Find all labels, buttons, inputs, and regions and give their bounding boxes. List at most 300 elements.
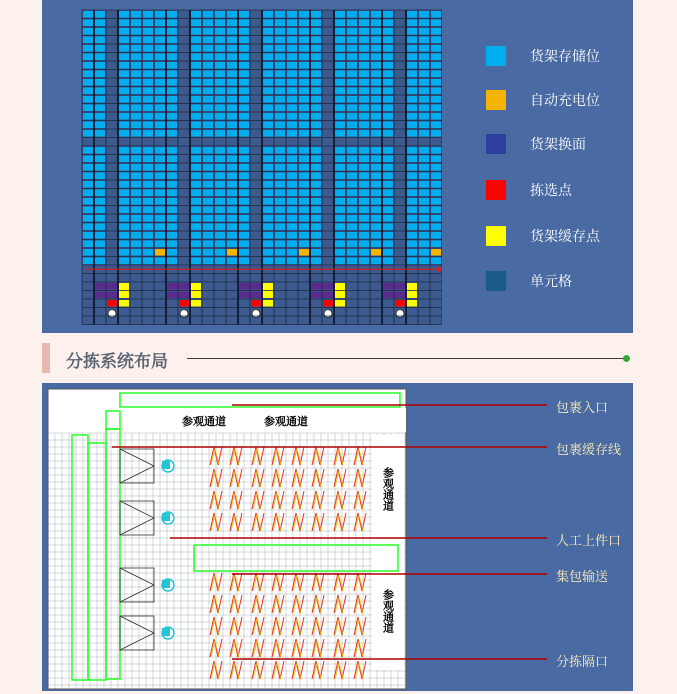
shelf-storage-cell [407, 241, 417, 248]
shelf-storage-cell [239, 147, 249, 154]
shelf-storage-cell [287, 207, 297, 214]
shelf-storage-cell [383, 62, 393, 69]
shelf-storage-cell [203, 37, 213, 44]
shelf-buffer-cell [191, 300, 201, 307]
shelf-storage-cell [299, 215, 309, 222]
shelf-storage-cell [95, 88, 105, 95]
shelf-storage-cell [287, 62, 297, 69]
shelf-storage-cell [227, 147, 237, 154]
shelf-storage-cell [239, 71, 249, 78]
shelf-storage-cell [119, 71, 129, 78]
shelf-storage-cell [215, 190, 225, 197]
shelf-storage-cell [263, 62, 273, 69]
shelf-storage-cell [383, 54, 393, 61]
shelf-storage-cell [335, 190, 345, 197]
shelf-storage-cell [407, 37, 417, 44]
shelf-storage-cell [335, 122, 345, 129]
shelf-storage-cell [143, 62, 153, 69]
section-divider-line [187, 358, 626, 359]
shelf-storage-cell [155, 11, 165, 18]
callout-manual-induction: 人工上件口 [556, 534, 622, 549]
shelf-storage-cell [83, 11, 93, 18]
legend-swatch-shelf-flip [486, 134, 506, 154]
shelf-storage-cell [191, 20, 201, 27]
shelf-storage-cell [167, 130, 177, 137]
shelf-storage-cell [131, 113, 141, 120]
shelf-storage-cell [347, 105, 357, 112]
shelf-storage-cell [119, 173, 129, 180]
shelf-storage-cell [275, 71, 285, 78]
shelf-storage-cell [407, 96, 417, 103]
shelf-storage-cell [203, 130, 213, 137]
shelf-storage-cell [299, 147, 309, 154]
shelf-storage-cell [239, 224, 249, 231]
shelf-storage-cell [215, 198, 225, 205]
shelf-storage-cell [203, 215, 213, 222]
shelf-storage-cell [239, 215, 249, 222]
shelf-storage-cell [359, 79, 369, 86]
shelf-storage-cell [119, 62, 129, 69]
shelf-storage-cell [131, 190, 141, 197]
shelf-storage-cell [275, 20, 285, 27]
legend-item-shelf-flip [486, 132, 586, 156]
shelf-storage-cell [287, 113, 297, 120]
shelf-storage-cell [299, 198, 309, 205]
shelf-storage-cell [167, 156, 177, 163]
shelf-storage-cell [191, 156, 201, 163]
shelf-storage-cell [155, 147, 165, 154]
section-title: 分拣系统布局 [66, 352, 168, 372]
shelf-storage-cell [299, 241, 309, 248]
shelf-storage-cell [155, 20, 165, 27]
shelf-storage-cell [335, 113, 345, 120]
shelf-storage-cell [431, 198, 441, 205]
shelf-storage-cell [311, 28, 321, 35]
shelf-storage-cell [143, 147, 153, 154]
shelf-storage-cell [191, 215, 201, 222]
legend-item-shelf-buffer [486, 224, 600, 248]
shelf-storage-cell [203, 20, 213, 27]
shelf-storage-cell [371, 164, 381, 171]
shelf-storage-cell [191, 130, 201, 137]
shelf-storage-cell [143, 130, 153, 137]
shelf-storage-cell [203, 105, 213, 112]
shelf-storage-cell [155, 105, 165, 112]
shelf-storage-cell [275, 113, 285, 120]
shelf-storage-cell [299, 258, 309, 265]
shelf-storage-cell [347, 241, 357, 248]
shelf-storage-cell [167, 62, 177, 69]
shelf-storage-cell [95, 45, 105, 52]
shelf-storage-cell [419, 113, 429, 120]
shelf-storage-cell [407, 105, 417, 112]
shelf-storage-cell [419, 207, 429, 214]
section-divider-dot [623, 355, 630, 362]
shelf-storage-cell [143, 113, 153, 120]
shelf-storage-cell [299, 224, 309, 231]
shelf-storage-cell [119, 198, 129, 205]
shelf-storage-cell [227, 241, 237, 248]
shelf-storage-cell [167, 232, 177, 239]
shelf-storage-cell [83, 147, 93, 154]
shelf-storage-cell [143, 198, 153, 205]
shelf-storage-cell [143, 241, 153, 248]
shelf-storage-cell [191, 62, 201, 69]
shelf-storage-cell [155, 79, 165, 86]
shelf-storage-cell [335, 45, 345, 52]
shelf-storage-cell [383, 105, 393, 112]
shelf-storage-cell [371, 190, 381, 197]
shelf-storage-cell [299, 207, 309, 214]
shelf-storage-cell [371, 122, 381, 129]
shelf-storage-cell [119, 241, 129, 248]
shelf-storage-cell [167, 54, 177, 61]
shelf-storage-cell [155, 258, 165, 265]
shelf-storage-cell [203, 207, 213, 214]
shelf-storage-cell [383, 173, 393, 180]
shelf-storage-cell [203, 71, 213, 78]
shelf-storage-cell [191, 249, 201, 256]
shelf-storage-cell [383, 71, 393, 78]
picking-point-cell [107, 300, 117, 307]
shelf-storage-cell [299, 190, 309, 197]
shelf-storage-cell [131, 96, 141, 103]
shelf-storage-cell [299, 181, 309, 188]
shelf-storage-cell [95, 79, 105, 86]
shelf-storage-cell [407, 54, 417, 61]
shelf-storage-cell [431, 20, 441, 27]
shelf-storage-cell [239, 181, 249, 188]
shelf-storage-cell [383, 45, 393, 52]
shelf-storage-cell [167, 215, 177, 222]
shelf-storage-cell [359, 122, 369, 129]
shelf-storage-cell [311, 62, 321, 69]
shelf-storage-cell [287, 147, 297, 154]
shelf-storage-cell [419, 20, 429, 27]
shelf-storage-cell [419, 88, 429, 95]
shelf-storage-cell [239, 105, 249, 112]
induction-point-icon [162, 580, 170, 588]
shelf-storage-cell [359, 258, 369, 265]
shelf-storage-cell [263, 215, 273, 222]
shelf-storage-cell [311, 156, 321, 163]
shelf-storage-cell [431, 88, 441, 95]
shelf-storage-cell [263, 105, 273, 112]
shelf-storage-cell [311, 232, 321, 239]
shelf-storage-cell [215, 113, 225, 120]
shelf-storage-cell [371, 96, 381, 103]
shelf-storage-cell [191, 147, 201, 154]
shelf-storage-cell [83, 181, 93, 188]
shelf-storage-cell [203, 11, 213, 18]
shelf-storage-cell [215, 164, 225, 171]
shelf-storage-cell [383, 28, 393, 35]
shelf-storage-cell [311, 164, 321, 171]
shelf-storage-cell [347, 96, 357, 103]
shelf-storage-cell [275, 105, 285, 112]
shelf-storage-cell [215, 122, 225, 129]
shelf-storage-cell [431, 258, 441, 265]
shelf-storage-cell [227, 232, 237, 239]
shelf-storage-cell [83, 20, 93, 27]
shelf-storage-cell [335, 241, 345, 248]
shelf-storage-cell [419, 164, 429, 171]
shelf-storage-cell [347, 156, 357, 163]
shelf-storage-cell [371, 62, 381, 69]
shelf-storage-cell [371, 28, 381, 35]
shelf-storage-cell [407, 11, 417, 18]
shelf-storage-cell [359, 105, 369, 112]
shelf-storage-cell [287, 173, 297, 180]
shelf-storage-cell [311, 147, 321, 154]
shelf-storage-cell [143, 79, 153, 86]
shelf-storage-cell [131, 11, 141, 18]
shelf-storage-cell [131, 258, 141, 265]
auto-charging-cell [431, 249, 441, 256]
shelf-storage-cell [167, 113, 177, 120]
shelf-storage-cell [431, 164, 441, 171]
shelf-storage-cell [419, 190, 429, 197]
shelf-storage-cell [311, 79, 321, 86]
shelf-storage-cell [119, 181, 129, 188]
shelf-storage-cell [119, 79, 129, 86]
shelf-storage-cell [419, 241, 429, 248]
shelf-storage-cell [239, 198, 249, 205]
shelf-storage-cell [383, 198, 393, 205]
shelf-storage-cell [311, 45, 321, 52]
shelf-storage-cell [191, 11, 201, 18]
shelf-storage-cell [407, 224, 417, 231]
shelf-storage-cell [131, 181, 141, 188]
shelf-storage-cell [419, 96, 429, 103]
shelf-storage-cell [203, 113, 213, 120]
shelf-storage-cell [143, 71, 153, 78]
shelf-storage-cell [263, 147, 273, 154]
shelf-storage-cell [143, 173, 153, 180]
shelf-storage-cell [299, 11, 309, 18]
shelf-storage-cell [167, 190, 177, 197]
shelf-storage-cell [431, 37, 441, 44]
shelf-storage-cell [143, 45, 153, 52]
shelf-storage-cell [263, 20, 273, 27]
shelf-storage-cell [347, 122, 357, 129]
shelf-storage-cell [383, 207, 393, 214]
shelf-storage-cell [263, 207, 273, 214]
shelf-storage-cell [167, 20, 177, 27]
shelf-storage-cell [191, 173, 201, 180]
shelf-storage-cell [119, 164, 129, 171]
shelf-storage-cell [239, 122, 249, 129]
warehouse-grid-diagram [42, 0, 442, 333]
shelf-storage-cell [431, 181, 441, 188]
shelf-storage-cell [119, 28, 129, 35]
shelf-storage-cell [143, 105, 153, 112]
aisle-label-right-2: 参观通道 [381, 589, 395, 633]
shelf-storage-cell [191, 37, 201, 44]
shelf-storage-cell [287, 130, 297, 137]
shelf-storage-cell [299, 113, 309, 120]
shelf-storage-cell [347, 130, 357, 137]
shelf-storage-cell [407, 164, 417, 171]
shelf-storage-cell [83, 54, 93, 61]
shelf-storage-cell [227, 79, 237, 86]
callout-package-buffer-line: 包裹缓存线 [556, 443, 622, 458]
shelf-storage-cell [95, 181, 105, 188]
shelf-storage-cell [335, 20, 345, 27]
shelf-storage-cell [287, 88, 297, 95]
auto-charging-cell [155, 249, 165, 256]
shelf-storage-cell [335, 88, 345, 95]
shelf-storage-cell [311, 71, 321, 78]
shelf-storage-cell [227, 207, 237, 214]
sorting-floor-plan [42, 383, 633, 691]
shelf-storage-cell [143, 88, 153, 95]
shelf-storage-cell [299, 88, 309, 95]
shelf-storage-cell [299, 20, 309, 27]
shelf-storage-cell [227, 122, 237, 129]
shelf-storage-cell [371, 258, 381, 265]
shelf-storage-cell [83, 45, 93, 52]
shelf-storage-cell [263, 71, 273, 78]
shelf-storage-cell [359, 20, 369, 27]
legend-swatch-auto-charging [486, 90, 506, 110]
shelf-storage-cell [371, 88, 381, 95]
shelf-storage-cell [167, 164, 177, 171]
shelf-storage-cell [95, 215, 105, 222]
shelf-storage-cell [155, 241, 165, 248]
shelf-storage-cell [215, 20, 225, 27]
shelf-storage-cell [407, 215, 417, 222]
shelf-storage-cell [143, 96, 153, 103]
shelf-storage-cell [383, 190, 393, 197]
shelf-storage-cell [287, 258, 297, 265]
shelf-storage-cell [263, 37, 273, 44]
shelf-storage-cell [311, 11, 321, 18]
shelf-storage-cell [167, 181, 177, 188]
shelf-storage-cell [263, 173, 273, 180]
shelf-storage-cell [95, 232, 105, 239]
shelf-storage-cell [167, 224, 177, 231]
shelf-storage-cell [119, 45, 129, 52]
shelf-storage-cell [215, 11, 225, 18]
shelf-storage-cell [311, 130, 321, 137]
shelf-storage-cell [299, 232, 309, 239]
shelf-storage-cell [335, 156, 345, 163]
shelf-storage-cell [335, 11, 345, 18]
shelf-storage-cell [311, 54, 321, 61]
shelf-storage-cell [371, 181, 381, 188]
shelf-storage-cell [203, 181, 213, 188]
shelf-storage-cell [227, 96, 237, 103]
shelf-storage-cell [83, 105, 93, 112]
shelf-storage-cell [95, 28, 105, 35]
shelf-storage-cell [335, 207, 345, 214]
shelf-storage-cell [383, 20, 393, 27]
shelf-storage-cell [167, 96, 177, 103]
shelf-storage-cell [83, 215, 93, 222]
shelf-storage-cell [95, 164, 105, 171]
shelf-storage-cell [347, 45, 357, 52]
legend-item-auto-charging [486, 88, 600, 112]
shelf-storage-cell [203, 249, 213, 256]
shelf-storage-cell [95, 130, 105, 137]
shelf-storage-cell [143, 232, 153, 239]
shelf-storage-cell [95, 54, 105, 61]
shelf-storage-cell [203, 241, 213, 248]
shelf-storage-cell [83, 88, 93, 95]
shelf-storage-cell [83, 122, 93, 129]
shelf-storage-cell [383, 232, 393, 239]
shelf-storage-cell [287, 96, 297, 103]
shelf-storage-cell [275, 37, 285, 44]
shelf-storage-cell [383, 11, 393, 18]
shelf-storage-cell [227, 173, 237, 180]
shelf-storage-cell [419, 37, 429, 44]
shelf-storage-cell [263, 54, 273, 61]
shelf-storage-cell [143, 181, 153, 188]
shelf-storage-cell [167, 105, 177, 112]
shelf-storage-cell [335, 232, 345, 239]
shelf-storage-cell [359, 71, 369, 78]
shelf-storage-cell [143, 11, 153, 18]
shelf-storage-cell [407, 198, 417, 205]
shelf-storage-cell [431, 71, 441, 78]
shelf-storage-cell [239, 164, 249, 171]
shelf-storage-cell [95, 62, 105, 69]
legend-item-picking-point [486, 178, 572, 202]
shelf-storage-cell [287, 232, 297, 239]
shelf-storage-cell [287, 241, 297, 248]
shelf-storage-cell [371, 207, 381, 214]
shelf-storage-cell [227, 71, 237, 78]
shelf-storage-cell [227, 190, 237, 197]
shelf-storage-cell [347, 190, 357, 197]
shelf-storage-cell [83, 130, 93, 137]
shelf-storage-cell [131, 37, 141, 44]
shelf-storage-cell [275, 45, 285, 52]
shelf-storage-cell [431, 215, 441, 222]
shelf-storage-cell [383, 215, 393, 222]
shelf-storage-cell [155, 232, 165, 239]
shelf-storage-cell [347, 232, 357, 239]
shelf-storage-cell [275, 173, 285, 180]
shelf-storage-cell [191, 164, 201, 171]
shelf-storage-cell [119, 215, 129, 222]
shelf-buffer-cell [119, 300, 129, 307]
shelf-storage-cell [347, 249, 357, 256]
shelf-storage-cell [287, 105, 297, 112]
shelf-storage-cell [119, 147, 129, 154]
shelf-storage-cell [335, 62, 345, 69]
shelf-storage-cell [155, 62, 165, 69]
callout-package-entrance: 包裹入口 [556, 401, 609, 416]
shelf-storage-cell [131, 173, 141, 180]
shelf-storage-cell [215, 249, 225, 256]
shelf-storage-cell [167, 258, 177, 265]
shelf-storage-cell [131, 156, 141, 163]
shelf-storage-cell [119, 105, 129, 112]
shelf-storage-cell [347, 173, 357, 180]
shelf-storage-cell [83, 241, 93, 248]
shelf-storage-cell [347, 54, 357, 61]
shelf-storage-cell [347, 258, 357, 265]
shelf-storage-cell [335, 105, 345, 112]
induction-point-icon [162, 461, 170, 469]
shelf-storage-cell [371, 156, 381, 163]
shelf-storage-cell [203, 198, 213, 205]
shelf-storage-cell [263, 224, 273, 231]
shelf-storage-cell [419, 45, 429, 52]
